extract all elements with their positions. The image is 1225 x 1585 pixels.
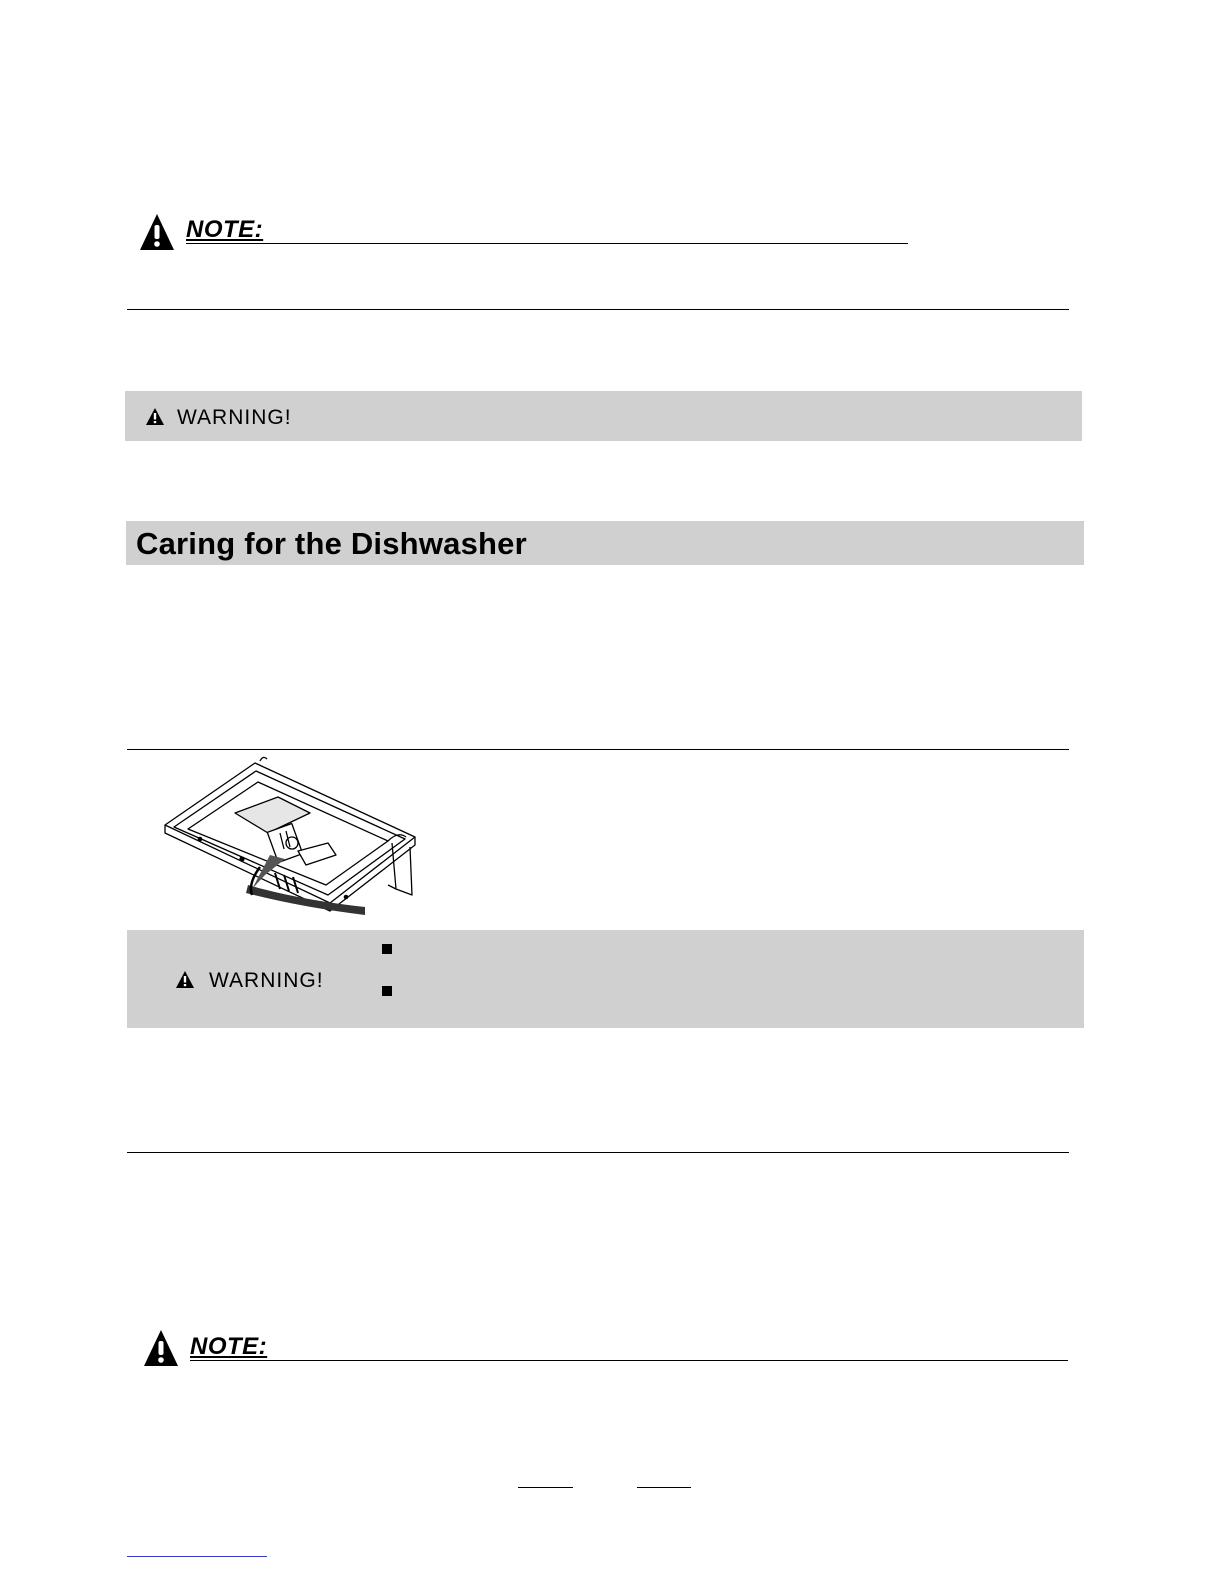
section-title: Caring for the Dishwasher [136,526,527,561]
footer-mark [637,1487,691,1488]
note-underline [190,1360,1068,1361]
footer-link-underline [127,1556,267,1557]
bullet-marker [382,944,392,954]
note-title: NOTE: [190,1333,268,1360]
warning-label: WARNING! [177,406,292,429]
section-divider [127,309,1069,310]
footer-mark [518,1487,573,1488]
warning-bar [125,391,1082,441]
section-header [126,521,1084,565]
note-top [138,212,910,252]
warning-triangle-icon [138,212,176,252]
bullet-marker [382,986,392,996]
note-title: NOTE: [186,216,264,243]
warning-label: WARNING! [209,969,324,992]
section-divider [127,1152,1069,1153]
section-divider [127,749,1069,750]
note-bottom [142,1328,1070,1368]
warning-triangle-icon [145,407,165,426]
filter-assembly-illustration [160,755,420,920]
warning-triangle-icon [142,1328,180,1368]
warning-triangle-icon [175,970,195,989]
note-underline [186,243,908,244]
warning-bar [127,930,1084,1028]
